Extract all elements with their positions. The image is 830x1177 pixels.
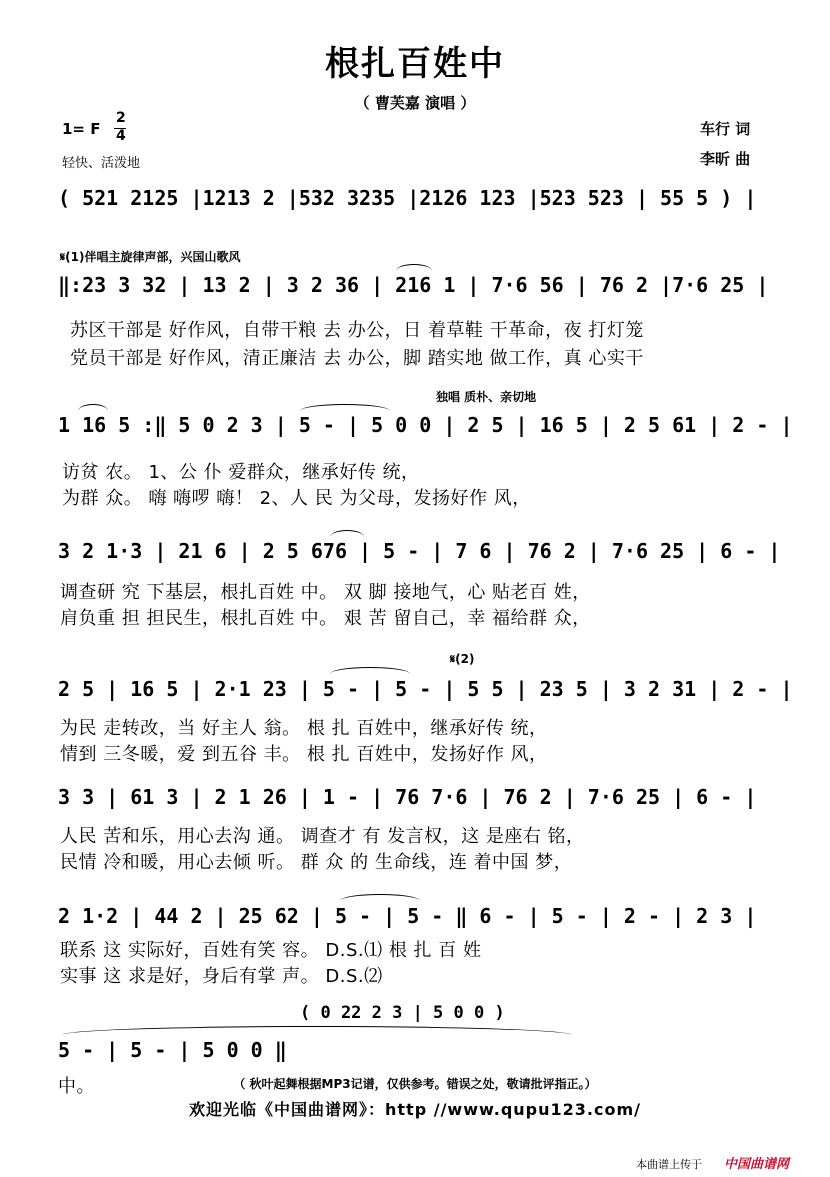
segno-2-marking: 𝄋(2) bbox=[450, 652, 475, 666]
time-signature-top: 2 bbox=[116, 110, 126, 126]
lyricist-credit: 车行 词 bbox=[700, 120, 751, 138]
line7-accompaniment: ( 0 22 2 3 | 5 0 0 ) bbox=[300, 1003, 505, 1023]
line6-lyric-verse2: 实事 这 求是好，身后有掌 声。 D.S.⑵ bbox=[60, 966, 383, 987]
line4-notes: 2 5 | 16 5 | 2·1 23 | 5 - | 5 - | 5 5 | 23 5 | 3 2 31 | 2 - | bbox=[58, 677, 793, 701]
line3-lyric-verse1: 调查研 究 下基层，根扎百姓 中。 双 脚 接地气，心 贴老百 姓， bbox=[60, 582, 591, 603]
line1-lyric-verse1: 苏区干部是 好作风，自带干粮 去 办公，日 着草鞋 干革命，夜 打灯笼 bbox=[70, 320, 644, 341]
solo-marking: 独唱 质朴、亲切地 bbox=[436, 390, 537, 404]
song-title: 根扎百姓中 bbox=[325, 44, 505, 84]
line4-lyric-verse2: 情到 三冬暖，爱 到五谷 丰。 根 扎 百姓中，发扬好作 风， bbox=[60, 744, 548, 765]
time-signature-bottom: 4 bbox=[116, 128, 126, 144]
line3-notes: 3 2 1·3 | 21 6 | 2 5 676 | 5 - | 7 6 | 76 2 | 7·6 25 | 6 - | bbox=[58, 539, 781, 563]
transcription-note: （ 秋叶起舞根据MP3记谱，仅供参考。错误之处，敬请批评指正。） bbox=[233, 1077, 597, 1091]
slur bbox=[396, 264, 432, 271]
slur bbox=[330, 530, 364, 537]
key-signature: 1= F bbox=[62, 120, 101, 138]
line2-lyric-verse2: 为群 众。 嗨 嗨啰 嗨！ 2、人 民 为父母，发扬好作 风， bbox=[62, 488, 531, 509]
intro-notes: ( 521 2125 |1213 2 |532 3235 |2126 123 |523 523 | 55 5 ) | bbox=[58, 186, 757, 210]
line1-lyric-verse2: 党员干部是 好作风，清正廉洁 去 办公，脚 踏实地 做工作，真 心实干 bbox=[70, 348, 644, 369]
line5-notes: 3 3 | 61 3 | 2 1 26 | 1 - | 76 7·6 | 76 2 | 7·6 25 | 6 - | bbox=[58, 785, 757, 809]
line7-lyric: 中。 bbox=[58, 1076, 95, 1097]
upload-caption: 本曲谱上传于 bbox=[636, 1158, 702, 1171]
line6-notes: 2 1·2 | 44 2 | 25 62 | 5 - | 5 - ‖ 6 - | 5 - | 2 - | 2 3 | bbox=[58, 904, 757, 928]
site-logo: 中国曲谱网 bbox=[724, 1157, 790, 1172]
site-url: 欢迎光临《中国曲谱网》：http //www.qupu123.com/ bbox=[189, 1100, 641, 1119]
composer-credit: 李昕 曲 bbox=[700, 150, 751, 168]
segno-1-marking: 𝄋(1)伴唱主旋律声部，兴国山歌风 bbox=[60, 250, 241, 264]
line1-notes: ‖:23 3 32 | 13 2 | 3 2 36 | 216 1 | 7·6 56 | 76 2 |7·6 25 | bbox=[58, 273, 769, 297]
slur bbox=[340, 894, 420, 901]
line2-notes: 1 16 5 :‖ 5 0 2 3 | 5 - | 5 0 0 | 2 5 | 16 5 | 2 5 61 | 2 - | bbox=[58, 413, 793, 437]
line4-lyric-verse1: 为民 走转改，当 好主人 翁。 根 扎 百姓中，继承好传 统， bbox=[60, 718, 548, 739]
line5-lyric-verse2: 民情 冷和暖，用心去倾 听。 群 众 的 生命线，连 着中国 梦， bbox=[60, 852, 573, 873]
slur-long bbox=[62, 1026, 572, 1035]
slur bbox=[330, 667, 410, 674]
line5-lyric-verse1: 人民 苦和乐，用心去沟 通。 调查才 有 发言权，这 是座右 铭， bbox=[60, 826, 585, 847]
tempo-marking: 轻快、活泼地 bbox=[62, 156, 141, 171]
slur bbox=[300, 404, 390, 411]
performer-credit: （ 曹芙嘉 演唱 ） bbox=[354, 94, 476, 112]
line6-lyric-verse1: 联系 这 实际好，百姓有笑 容。 D.S.⑴ 根 扎 百 姓 bbox=[60, 940, 482, 961]
line2-lyric-verse1: 访贫 农。 1、公 仆 爱群众，继承好传 统， bbox=[62, 462, 420, 483]
slur bbox=[78, 404, 108, 411]
line3-lyric-verse2: 肩负重 担 担民生，根扎百姓 中。 艰 苦 留自己，幸 福给群 众， bbox=[60, 608, 591, 629]
line7-notes: 5 - | 5 - | 5 0 0 ‖ bbox=[58, 1038, 287, 1062]
